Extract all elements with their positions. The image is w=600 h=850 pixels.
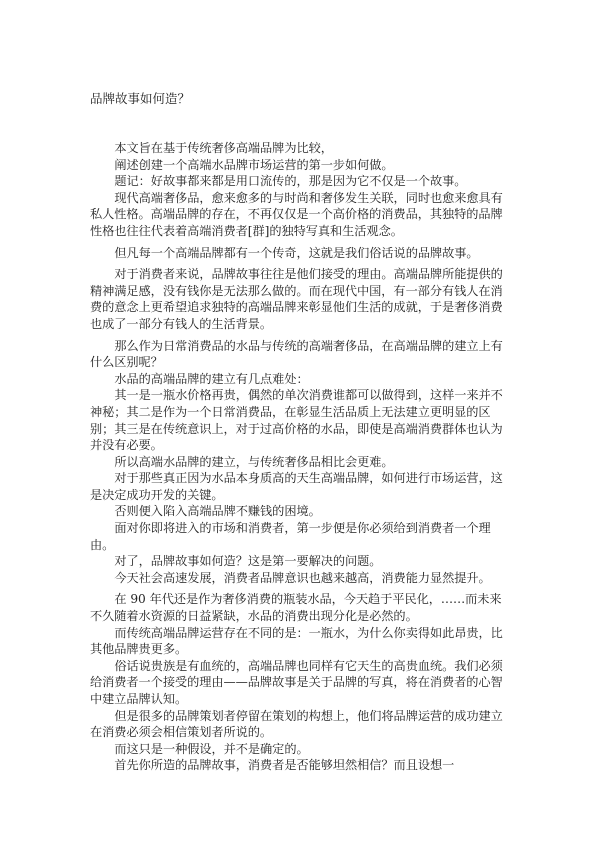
paragraph: 对于消费者来说，品牌故事往往是他们接受的理由。高端品牌所能提供的精神满足感，没有钱你是无法那么做的。而在现代中国，有一部分有钱人在消费的意念上更希望追求独特的高端品牌来彰显他们生活的成就，于是奢侈消费也成了一部分有钱人的生活背景。 (90, 267, 503, 331)
paragraph: 题记：好故事都来都是用口流传的，那是因为它不仅是一个故事。 (114, 174, 467, 189)
document-title: 品牌故事如何造？ (90, 91, 191, 106)
paragraph: 阐述创建一个高端水品牌市场运营的第一步如何做。 (114, 157, 394, 172)
paragraph: 水品的高端品牌的建立有几点难处： (114, 371, 309, 386)
paragraph: 在 90 年代还是作为奢侈消费的瓶装水品，今天趋于平民化，……而未来不久随着水资源的日益紧缺，水品的消费出现分化是必然的。 (90, 592, 502, 624)
paragraph: 而传统高端品牌运营存在不同的是：一瓶水，为什么你卖得如此昂贵，比其他品牌贵更多。 (90, 625, 503, 657)
paragraph: 现代高端奢侈品，愈来愈多的与时尚和奢侈发生关联，同时也愈来愈具有私人性格。高端品牌的存在，不再仅仅是一个高价格的消费品，其独特的品牌性格也往往代表着高端消费者[群]的独特写真和生活观念。 (90, 190, 503, 238)
paragraph: 否则便入陷入高端品牌不赚钱的困境。 (114, 504, 321, 519)
paragraph: 而这只是一种假设，并不是确定的。 (114, 741, 309, 756)
paragraph: 但是很多的品牌策划者停留在策划的构想上，他们将品牌运营的成功建立在消费必须会相信策划者所说的。 (90, 708, 503, 740)
paragraph: 首先你所造的品牌故事，消费者是否能够坦然相信？而且设想一 (114, 758, 455, 773)
paragraph: 其一是一瓶水价格再贵，偶然的单次消费谁都可以做得到，这样一来并不神秘；其二是作为一个日常消费品，在彰显生活品质上无法建立更明显的区别；其三是在传统意识上，对于过高价格的水品，即使是高端消费群体也认为并没有必要。 (90, 388, 503, 453)
paragraph: 本文旨在基于传统奢侈高端品牌为比较， (114, 141, 333, 155)
paragraph: 那么作为日常消费品的水品与传统的高端奢侈品，在高端品牌的建立上有什么区别呢？ (90, 338, 503, 370)
document-body (90, 140, 508, 774)
paragraph: 所以高端水品牌的建立，与传统奢侈品相比会更难。 (114, 454, 394, 469)
paragraph: 对了，品牌故事如何造？这是第一要解决的问题。 (114, 554, 382, 569)
paragraph: 面对你即将进入的市场和消费者，第一步便是你必须给到消费者一个理由。 (90, 521, 491, 552)
paragraph: 今天社会高速发展，消费者品牌意识也越来越高，消费能力显然提升。 (114, 570, 491, 585)
paragraph: 但凡每一个高端品牌都有一个传奇，这就是我们俗话说的品牌故事。 (114, 245, 479, 260)
paragraph: 俗话说贵族是有血统的，高端品牌也同样有它天生的高贵血统。我们必须给消费者一个接受的理由——品牌故事是关于品牌的写真，将在消费者的心智中建立品牌认知。 (90, 658, 503, 706)
paragraph: 对于那些真正因为水品本身质高的天生高端品牌，如何进行市场运营，这是决定成功开发的关键。 (90, 471, 503, 502)
